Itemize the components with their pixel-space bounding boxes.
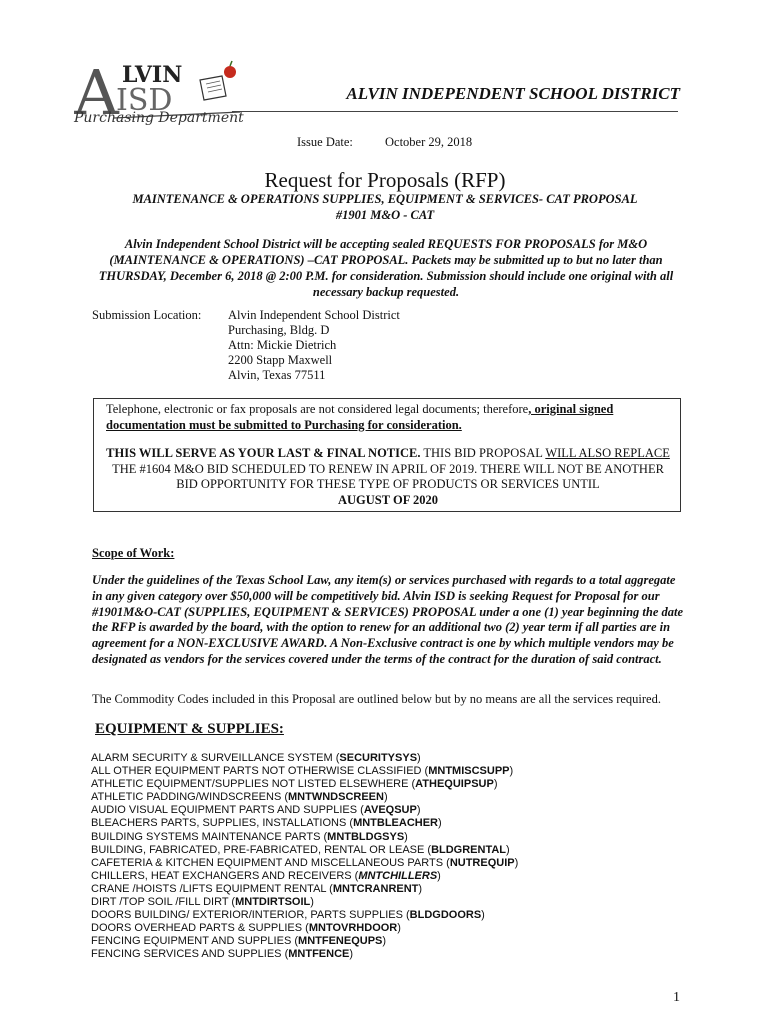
logo-letter-a: A [74,56,119,129]
list-item: CAFETERIA & KITCHEN EQUIPMENT AND MISCELLANEOUS PARTS (NUTREQUIP) [91,856,519,869]
list-item: DOORS BUILDING/ EXTERIOR/INTERIOR, PARTS SUPPLIES (BLDGDOORS) [91,909,485,922]
list-item: ALL OTHER EQUIPMENT PARTS NOT OTHERWISE CLASSIFIED (MNTMISCSUPP) [91,765,514,778]
district-title: ALVIN INDEPENDENT SCHOOL DISTRICT [346,84,680,103]
logo-isd: ISD [116,83,173,118]
intro-paragraph: Alvin Independent School District will be accepting sealed REQUESTS FOR PROPOSALS for M&O (MAINTENANCE & OPERATIONS) –CAT PROPOSAL. Packets may be submitted up to but no later than THURSDAY, December 6, 2018 @ 2:00 P.M. for consideration. Submission should include one original with all necessary backup requested. [98,237,674,299]
logo-lvin: LVIN [122,62,183,88]
document-subtitle-1: MAINTENANCE & OPERATIONS SUPPLIES, EQUIPMENT & SERVICES- CAT PROPOSAL [132,192,638,206]
address-line: Attn: Mickie Dietrich [228,338,337,352]
equipment-supplies-heading: EQUIPMENT & SUPPLIES: [95,721,284,737]
submission-location-label: Submission Location: [92,308,202,322]
notice-p2-rest: THE #1604 M&O BID SCHEDULED TO RENEW IN APRIL OF 2019. THERE WILL NOT BE ANOTHER BID OPPORTUNITY FOR THESE TYPE OF PRODUCTS OR SERVICES UNTIL [112,461,664,491]
address-line: Alvin Independent School District [228,308,400,322]
apple-icon [224,61,236,78]
notice-p2-text: THIS BID PROPOSAL [420,446,546,460]
address-line: Alvin, Texas 77511 [228,368,326,382]
notice-paragraph-2 [100,446,676,508]
notice-p1-text: Telephone, electronic or fax proposals are not considered legal documents; therefore [106,402,529,416]
address-line: Purchasing, Bldg. D [228,323,330,337]
page-number: 1 [673,990,680,1005]
list-item: FENCING EQUIPMENT AND SUPPLIES (MNTFENEQUPS) [91,935,387,948]
scope-paragraph: Under the guidelines of the Texas School Law, any item(s) or services purchased with regards to a total aggregate in any given category over $50,000 will be competitively bid. Alvin ISD is seeking Request for Proposal for our #1901M&O-CAT (SUPPLIES, EQUIPMENT & SERVICES) PROPOSAL under a one (1) year beginning the date the RFP is awarded by the board, with the option to renew for an additional two (2) year term if all parties are in agreement for a NON-EXCLUSIVE AWARD. A Non-Exclusive contract is one by which multiple vendors may be designated as vendors for the services covered under the terms of the contract for the duration of said contract. [92,573,684,666]
list-item: ATHLETIC PADDING/WINDSCREENS (MNTWNDSCREEN) [91,791,388,804]
scope-heading: Scope of Work: [92,546,175,560]
issue-date-label: Issue Date: [297,135,353,149]
list-item: CRANE /HOISTS /LIFTS EQUIPMENT RENTAL (MNTCRANRENT) [91,882,423,895]
list-item: DOORS OVERHEAD PARTS & SUPPLIES (MNTOVRHDOOR) [91,922,401,935]
list-item: ALARM SECURITY & SURVEILLANCE SYSTEM (SECURITYSYS) [91,752,421,764]
list-item: BUILDING, FABRICATED, PRE-FABRICATED, RENTAL OR LEASE (BLDGRENTAL) [91,843,510,856]
equipment-list [91,752,518,962]
list-item: AUDIO VISUAL EQUIPMENT PARTS AND SUPPLIES (AVEQSUP) [91,804,421,817]
document-subtitle-2: #1901 M&O - CAT [335,208,435,222]
list-item: BUILDING SYSTEMS MAINTENANCE PARTS (MNTBLDGSYS) [91,830,408,843]
list-item: DIRT /TOP SOIL /FILL DIRT (MNTDIRTSOIL) [91,896,314,909]
document-title: Request for Proposals (RFP) [264,168,506,192]
list-item: ATHLETIC EQUIPMENT/SUPPLIES NOT LISTED ELSEWHERE (ATHEQUIPSUP) [91,778,498,791]
notice-p1-underlined: , original signed documentation must be submitted to Purchasing for consideration. [106,402,614,432]
final-notice-text: THIS WILL SERVE AS YOUR LAST & FINAL NOTICE. [106,446,421,460]
book-icon [200,76,226,100]
list-item: BLEACHERS PARTS, SUPPLIES, INSTALLATIONS (MNTBLEACHER) [91,817,442,830]
commodity-codes-text: The Commodity Codes included in this Proposal are outlined below but by no means are all the services required. [92,692,661,706]
issue-date-value: October 29, 2018 [385,135,473,149]
list-item: CHILLERS, HEAT EXCHANGERS AND RECEIVERS (MNTCHILLERS) [91,869,441,882]
notice-paragraph-1 [106,402,676,433]
header-divider [232,111,678,112]
list-item: FENCING SERVICES AND SUPPLIES (MNTFENCE) [91,948,354,961]
purchasing-department-label: Purchasing Department [74,110,244,126]
notice-p2-underlined: WILL ALSO REPLACE [545,446,670,460]
notice-p2-end: AUGUST OF 2020 [337,492,438,507]
address-line: 2200 Stapp Maxwell [228,353,333,367]
submission-address [228,308,400,383]
